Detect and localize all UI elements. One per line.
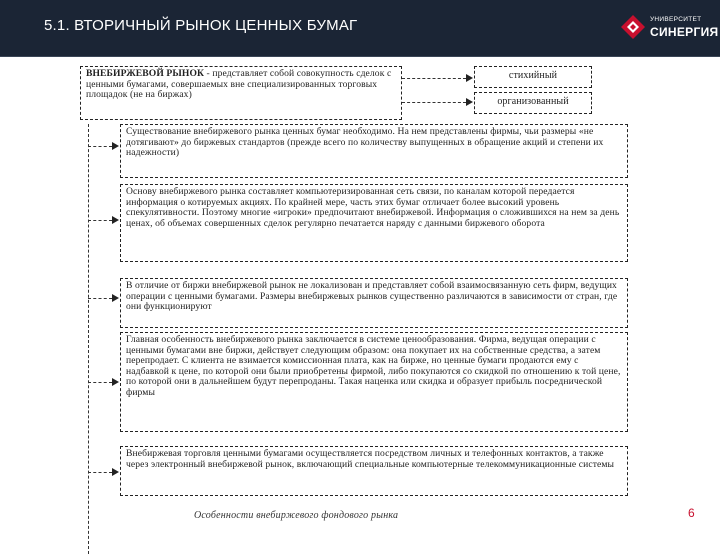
connector-box-1 [88, 146, 112, 147]
connector-box-5 [88, 472, 112, 473]
figure-caption: Особенности внебиржевого фондового рынка [194, 510, 399, 521]
arrow-type-1 [466, 74, 473, 82]
slide-title: 5.1. ВТОРИЧНЫЙ РЫНОК ЦЕННЫХ БУМАГ [44, 17, 358, 34]
arrow-type-2 [466, 98, 473, 106]
scanned-figure [76, 60, 636, 530]
type-box-1: стихийный [474, 66, 592, 88]
definition-box [80, 66, 402, 120]
arrow-box-5 [112, 468, 119, 476]
type-box-2: организованный [474, 92, 592, 114]
slide-header [0, 0, 720, 57]
arrow-box-2 [112, 216, 119, 224]
connector-box-2 [88, 220, 112, 221]
arrow-box-3 [112, 294, 119, 302]
logo-university-text: УНИВЕРСИТЕТ [650, 16, 702, 23]
feature-box-4: Главная особенность внебиржевого рынка заключается в системе ценообразования. Фирма, ведущая операции с ценными бумагами вне биржи, действует следующим образом: она покупает их на собственные средства, а затем перепродает. С клиента не взимается комиссионная плата, как на бирже, но ценные бумаги продаются ему с надбавкой к цене, по которой они были приобретены фирмой, либо покупаются со скидкой по отношению к той цене, по которой они в дальнейшем будут перепроданы. Такая наценка или скидка и образует прибыль посреднической фирмы [120, 332, 628, 432]
definition-term: ВНЕБИРЖЕВОЙ РЫНОК [86, 68, 205, 79]
dashed-spine [88, 124, 89, 554]
logo-synergy-text: СИНЕРГИЯ [650, 25, 719, 39]
synergy-logo-icon [620, 14, 646, 40]
connector-type-2 [402, 102, 466, 103]
arrow-box-4 [112, 378, 119, 386]
connector-type-1 [402, 78, 466, 79]
synergy-logo [620, 12, 719, 46]
feature-box-2: Основу внебиржевого рынка составляет компьютеризированная сеть связи, по каналам которой передается информация о котируемых акциях. По крайней мере, часть этих бумаг отличает более высокий уровень спекулятивности. Поэтому многие «игроки» предпочитают внебиржевой. Информация о сложившихся на нем за день ценах, об объемах совершенных сделок регулярно печатается наряду с данными биржевого оборота [120, 184, 628, 262]
definition-text: - представляет собой совокупность сделок с ценными бумагами, совершаемых вне специализированных торговых площадок (не на биржах) [86, 68, 392, 101]
feature-box-1: Существование внебиржевого рынка ценных бумаг необходимо. На нем представлены фирмы, чьи размеры «не дотягивают» до биржевых стандартов (прежде всего по количеству выпущенных в обращение акций и степени их надежности) [120, 124, 628, 178]
arrow-box-1 [112, 142, 119, 150]
connector-box-4 [88, 382, 112, 383]
feature-box-5: Внебиржевая торговля ценными бумагами осуществляется посредством личных и телефонных контактов, а также через электронный внебиржевой рынок, включающий специальные компьютерные телекоммуникационные системы [120, 446, 628, 496]
feature-box-3: В отличие от биржи внебиржевой рынок не локализован и представляет собой взаимосвязанную сеть фирм, ведущих операции с ценными бумагами. Размеры внебиржевых рынков существенно различаются в зависимости от стран, где они функционируют [120, 278, 628, 328]
connector-box-3 [88, 298, 112, 299]
page-number: 6 [688, 506, 695, 520]
